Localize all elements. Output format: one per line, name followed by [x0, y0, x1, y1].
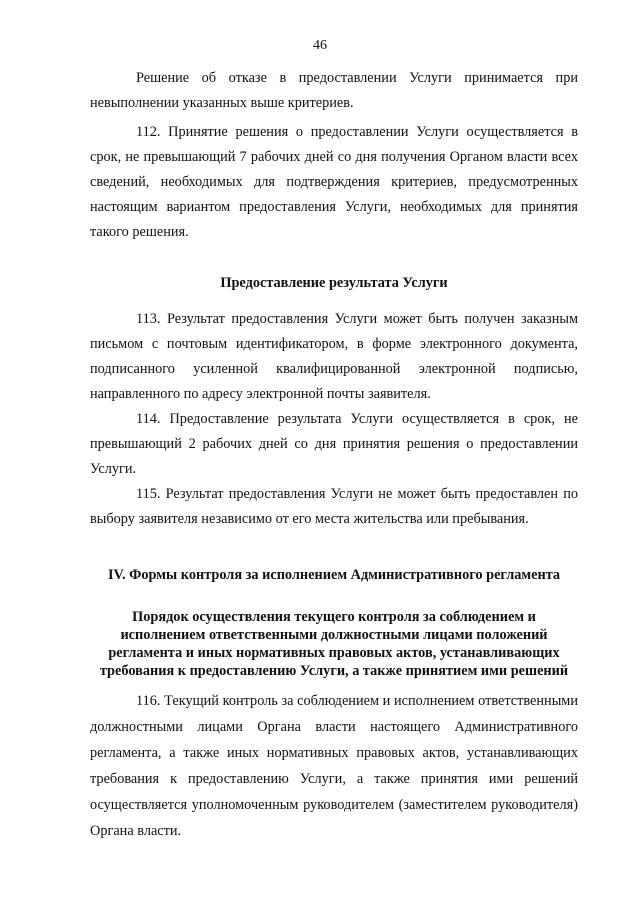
paragraph-114: 114. Предоставление результата Услуги осуществляется в срок, не превышающий 2 рабочих дней со дня принятия решения о предоставлении Услуги. [90, 411, 578, 477]
heading-result-provision: Предоставление результата Услуги [220, 275, 448, 291]
section-iv-heading: IV. Формы контроля за исполнением Административного регламента [107, 567, 561, 583]
paragraph-116: 116. Текущий контроль за соблюдением и исполнением ответственными должностными лицами Органа власти настоящего Административного регламента, а также иных нормативных правовых актов, устанавливающих требования к предоставлению Услуги, а также принятия ими решений осуществляется уполномоченным руководителем (заместителем руководителя) Органа власти. [90, 693, 578, 839]
page-number: 46 [313, 38, 327, 53]
paragraph-refusal: Решение об отказе в предоставлении Услуги принимается при невыполнении указанных выше критериев. [90, 70, 578, 111]
document-body [90, 66, 578, 844]
heading-current-control: Порядок осуществления текущего контроля за соблюдением и исполнением ответственными должностными лицами положений регламента и иных нормативных правовых актов, устанавливающих требования к предоставлению Услуги, а также принятием ими решений [99, 609, 569, 679]
paragraph-112: 112. Принятие решения о предоставлении Услуги осуществляется в срок, не превышающий 7 рабочих дней со дня получения Органом власти всех сведений, необходимых для подтверждения критериев, предусмотренных настоящим вариантом предоставления Услуги, необходимых для принятия такого решения. [90, 124, 578, 240]
paragraph-113: 113. Результат предоставления Услуги может быть получен заказным письмом с почтовым идентификатором, в форме электронного документа, подписанного усиленной квалифицированной электронной подписью, направленного по адресу электронной почты заявителя. [90, 311, 578, 402]
paragraph-115: 115. Результат предоставления Услуги не может быть предоставлен по выбору заявителя независимо от его места жительства или пребывания. [90, 486, 578, 527]
